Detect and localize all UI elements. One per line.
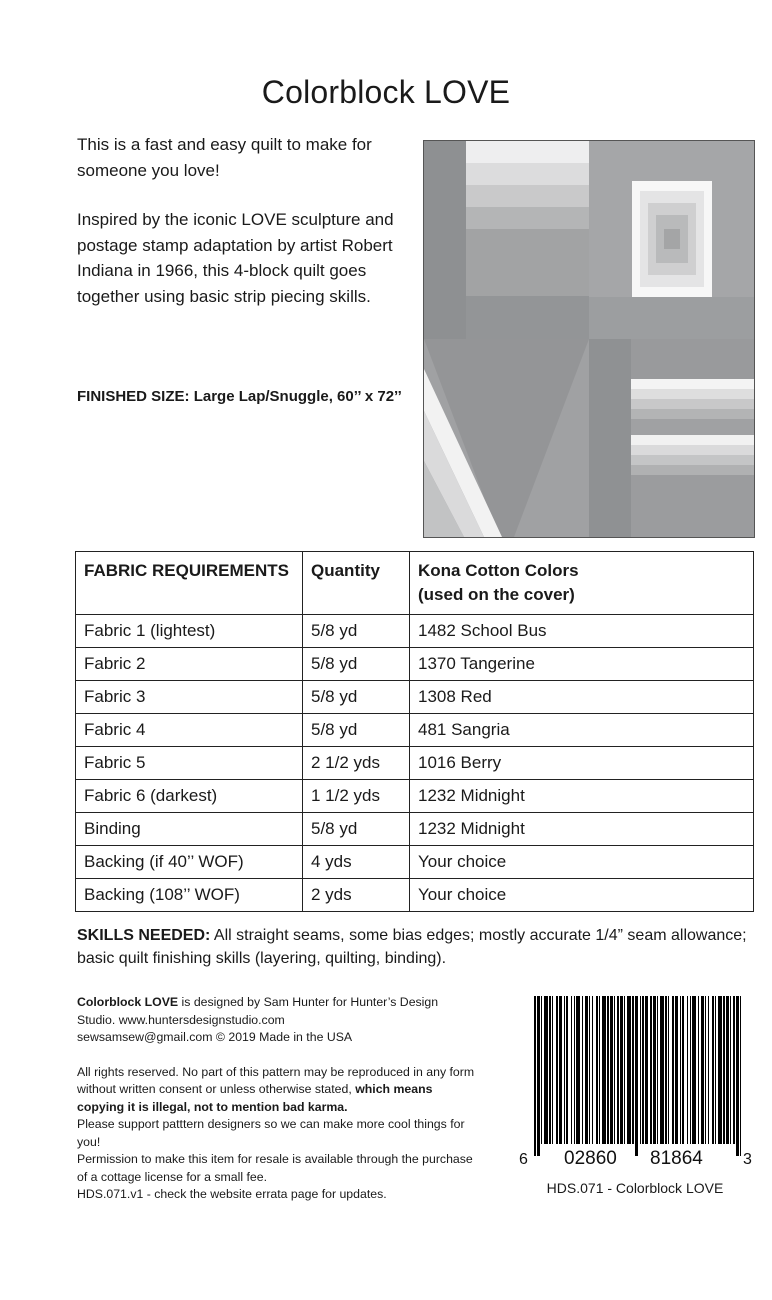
quantity-cell: 4 yds [303,846,410,879]
color-cell: 1370 Tangerine [410,648,754,681]
finished-size-label: FINISHED SIZE: [77,388,190,405]
quantity-cell: 5/8 yd [303,813,410,846]
intro-text [77,132,412,309]
barcode-bar [740,996,741,1156]
header-kona-colors: Kona Cotton Colors (used on the cover) [410,552,754,615]
finished-size-value: Large Lap/Snuggle, 60’’ x 72’’ [193,388,402,405]
barcode-bar [602,996,606,1144]
quantity-cell: 5/8 yd [303,648,410,681]
table-row [76,813,754,846]
table-row [76,747,754,780]
fabric-cell: Binding [76,813,303,846]
barcode-bar [736,996,739,1156]
barcode-bar [582,996,583,1144]
barcode-bar [687,996,688,1144]
table-row [76,780,754,813]
barcode-bar [624,996,625,1144]
barcode-bar [574,996,575,1144]
barcode-bar [627,996,631,1144]
barcode-bar [733,996,735,1144]
header-fabric: FABRIC REQUIREMENTS [76,552,303,615]
barcode-digit-left: 6 [519,1151,528,1168]
fabric-cell: Fabric 2 [76,648,303,681]
barcode-bar [549,996,551,1144]
barcode-bar [715,996,716,1144]
fabric-requirements-table [75,551,754,912]
table-header-row [76,552,754,615]
barcode-bar [571,996,572,1144]
barcode-bar [692,996,696,1144]
barcode-bar [592,996,593,1144]
barcode-bar [675,996,678,1144]
barcode-bar [698,996,699,1144]
barcode-bar [642,996,644,1144]
color-cell: 1308 Red [410,681,754,714]
barcode-bar [552,996,553,1144]
barcode-group-2: 81864 [650,1148,703,1169]
permission-line: Permission to make this item for resale is available through the purchase of a cottage license for a small fee. [77,1152,473,1184]
table-row [76,714,754,747]
barcode [516,996,756,1171]
barcode-bar [576,996,580,1144]
fabric-cell: Fabric 4 [76,714,303,747]
barcode-bar [730,996,731,1144]
color-cell: 1232 Midnight [410,780,754,813]
quantity-cell: 5/8 yd [303,615,410,648]
color-cell: 481 Sangria [410,714,754,747]
intro-paragraph-2: Inspired by the iconic LOVE sculpture and postage stamp adaptation by artist Robert Indiana in 1966, this 4-block quilt goes together using basic strip piecing skills. [77,210,394,306]
barcode-bar [534,996,536,1156]
credits-block [77,994,477,1204]
barcode-bar [544,996,548,1144]
barcode-bar [617,996,619,1144]
header-quantity: Quantity [303,552,410,615]
barcode-bar [589,996,590,1144]
barcode-bar [564,996,565,1144]
barcode-bar [705,996,706,1144]
barcode-bar [723,996,725,1144]
color-cell: 1482 School Bus [410,615,754,648]
barcode-bar [645,996,648,1144]
barcode-digit-right: 3 [743,1151,752,1168]
color-cell: 1232 Midnight [410,813,754,846]
barcode-bar [712,996,714,1144]
quantity-cell: 2 yds [303,879,410,912]
rights-notice [77,1064,477,1117]
barcode-bar [680,996,681,1144]
product-code: HDS.071 - Colorblock LOVE [546,1180,724,1196]
table-row [76,681,754,714]
barcode-bar [718,996,722,1144]
page-title: Colorblock LOVE [261,74,511,110]
color-cell: 1016 Berry [410,747,754,780]
barcode-bar [665,996,667,1144]
barcode-bar [566,996,568,1144]
fabric-cell: Fabric 6 (darkest) [76,780,303,813]
fabric-cell: Fabric 3 [76,681,303,714]
barcode-bar [726,996,729,1144]
barcode-bar [607,996,609,1144]
barcode-bar [682,996,684,1144]
table-row [76,879,754,912]
color-cell: Your choice [410,879,754,912]
barcode-bar [701,996,704,1144]
design-credit-text: is designed by Sam Hunter for Hunter’s Design Studio. www.huntersdesignstudio.com [77,995,439,1027]
barcode-bar [690,996,691,1144]
quantity-cell: 2 1/2 yds [303,747,410,780]
fabric-cell: Fabric 5 [76,747,303,780]
barcode-bar [537,996,540,1156]
fabric-cell: Backing (108’’ WOF) [76,879,303,912]
skills-label: SKILLS NEEDED: [77,927,211,944]
contact-line: sewsamsew@gmail.com © 2019 Made in the USA [77,1030,353,1044]
quantity-cell: 5/8 yd [303,681,410,714]
intro-paragraph-1: This is a fast and easy quilt to make for someone you love! [77,135,372,180]
barcode-bar [610,996,613,1144]
table-row [76,615,754,648]
barcode-bar [672,996,674,1144]
barcode-bar [653,996,656,1144]
table-row [76,648,754,681]
barcode-bar [657,996,658,1144]
barcode-bar [585,996,588,1144]
barcode-bar [556,996,558,1144]
barcode-bar [541,996,542,1144]
rights-bold: which means copying it is illegal, not to mention bad karma. [77,1082,433,1114]
version-line: HDS.071.v1 - check the website errata page for updates. [77,1187,387,1201]
fabric-cell: Backing (if 40’’ WOF) [76,846,303,879]
barcode-bar [599,996,600,1144]
barcode-bar [635,996,638,1156]
rights-text: All rights reserved. No part of this pattern may be reproduced in any form without written consent or unless otherwise stated, [77,1064,475,1096]
fabric-cell: Fabric 1 (lightest) [76,615,303,648]
barcode-bar [650,996,652,1144]
barcode-bar [668,996,669,1144]
table-row [76,846,754,879]
support-line: Please support patttern designers so we can make more cool things for you! [77,1117,465,1149]
barcode-bar [708,996,709,1144]
color-cell: Your choice [410,846,754,879]
barcode-group-1: 02860 [564,1148,617,1169]
barcode-bar [640,996,641,1144]
finished-size [77,384,407,410]
quilt-cover-image [423,140,755,538]
design-credit [77,994,477,1029]
quantity-cell: 5/8 yd [303,714,410,747]
barcode-bar [632,996,634,1144]
quantity-cell: 1 1/2 yds [303,780,410,813]
barcode-bar [620,996,623,1144]
barcode-bars [534,996,741,1156]
barcode-bar [596,996,598,1144]
skills-text: All straight seams, some bias edges; mostly accurate 1/4” seam allowance; basic quilt finishing skills (layering, quilting, binding). [77,927,747,967]
skills-needed [77,924,757,970]
design-name: Colorblock LOVE [77,995,179,1009]
barcode-bar [559,996,562,1144]
barcode-bar [660,996,664,1144]
barcode-bar [614,996,615,1144]
